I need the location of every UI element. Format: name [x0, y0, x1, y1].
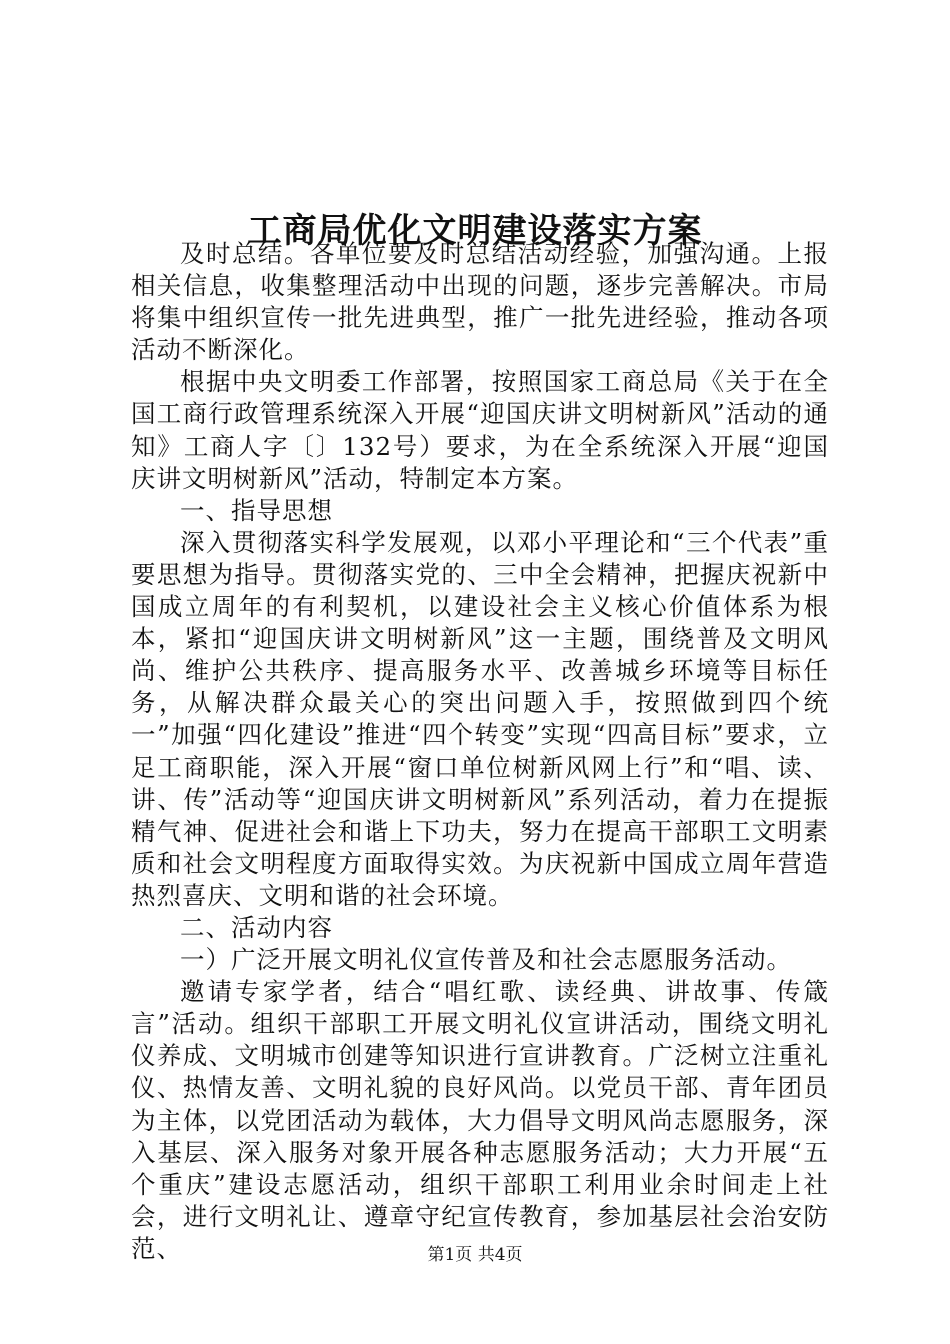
- page-number-footer: 第1页 共4页: [427, 1245, 523, 1265]
- section-heading-activities: 二、活动内容: [180, 912, 333, 942]
- document-title: 工商局优化文明建设落实方案: [247, 210, 703, 251]
- body-paragraph-intro: 根据中央文明委工作部署，按照国家工商总局《关于在全国工商行政管理系统深入开展“迎国庆讲文明树新风”活动的通知》工商人字〔〕132号）要求，为在全系统深入开展“迎国庆讲文明树新风”活动，特制定本方案。: [131, 367, 829, 493]
- body-paragraph-summary: 及时总结。各单位要及时总结活动经验，加强沟通。上报相关信息，收集整理活动中出现的问题，逐步完善解决。市局将集中组织宣传一批先进典型，推广一批先进经验，推动各项活动不断深化。: [131, 239, 829, 365]
- section-heading-guiding-thought: 一、指导思想: [180, 495, 333, 525]
- subsection-heading-etiquette: 一）广泛开展文明礼仪宣传普及和社会志愿服务活动。: [180, 945, 792, 975]
- document-body: [131, 238, 829, 1265]
- body-paragraph-guiding-thought: 深入贯彻落实科学发展观，以邓小平理论和“三个代表”重要思想为指导。贯彻落实党的、三中全会精神，把握庆祝新中国成立周年的有利契机，以建设社会主义核心价值体系为根本，紧扣“迎国庆讲文明树新风”这一主题，围绕普及文明风尚、维护公共秩序、提高服务水平、改善城乡环境等目标任务，从解决群众最关心的突出问题入手，按照做到四个统一”加强“四化建设”推进“四个转变”实现“四高目标”要求，立足工商职能，深入开展“窗口单位树新风网上行”和“唱、读、讲、传”活动等“迎国庆讲文明树新风”系列活动，着力在提振精气神、促进社会和谐上下功夫，努力在提高干部职工文明素质和社会文明程度方面取得实效。为庆祝新中国成立周年营造热烈喜庆、文明和谐的社会环境。: [131, 527, 829, 910]
- body-paragraph-etiquette: 邀请专家学者，结合“唱红歌、读经典、讲故事、传箴言”活动。组织干部职工开展文明礼仪宣讲活动，围绕文明礼仪养成、文明城市创建等知识进行宣讲教育。广泛树立注重礼仪、热情友善、文明礼貌的良好风尚。以党员干部、青年团员为主体，以党团活动为载体，大力倡导文明风尚志愿服务，深入基层、深入服务对象开展各种志愿服务活动；大力开展“五个重庆”建设志愿活动，组织干部职工利用业余时间走上社会，进行文明礼让、遵章守纪宣传教育，参加基层社会治安防范、: [131, 977, 829, 1263]
